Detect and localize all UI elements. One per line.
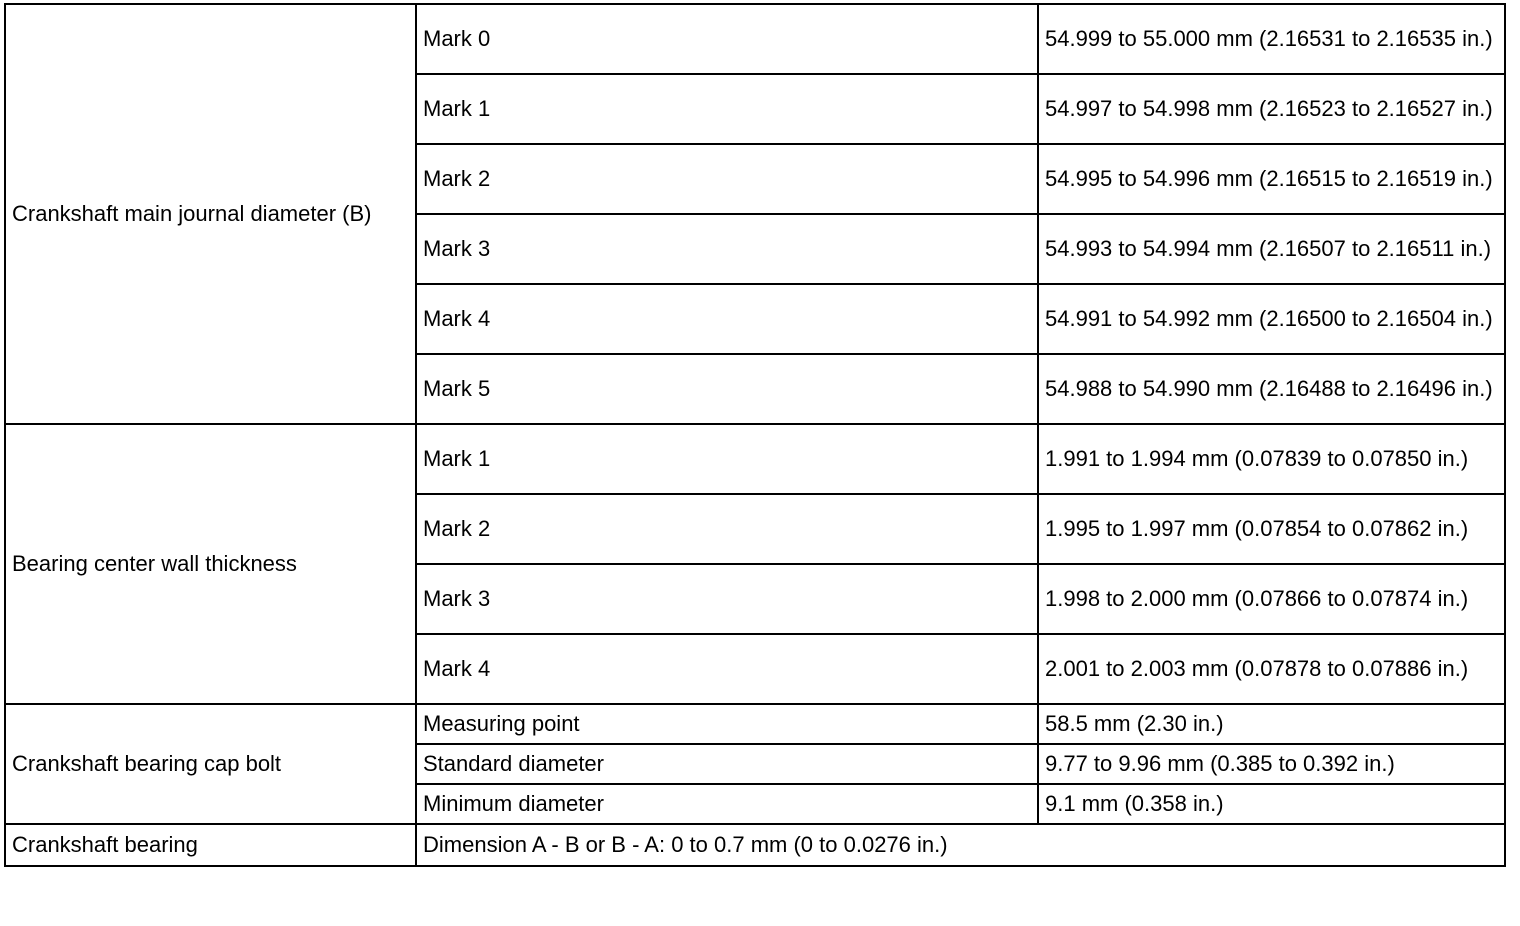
value-cell: 9.1 mm (0.358 in.): [1038, 784, 1505, 824]
value-cell: 54.991 to 54.992 mm (2.16500 to 2.16504 in.): [1038, 284, 1505, 354]
group-label-bearing-wall: Bearing center wall thickness: [5, 424, 416, 704]
value-cell: 9.77 to 9.96 mm (0.385 to 0.392 in.): [1038, 744, 1505, 784]
mark-cell: Mark 1: [416, 424, 1038, 494]
group-label-crankshaft-bearing: Crankshaft bearing: [5, 824, 416, 866]
mark-cell: Mark 5: [416, 354, 1038, 424]
value-cell: 54.999 to 55.000 mm (2.16531 to 2.16535 in.): [1038, 4, 1505, 74]
group-label-cap-bolt: Crankshaft bearing cap bolt: [5, 704, 416, 824]
spec-table: [4, 3, 1506, 867]
mark-cell: Mark 2: [416, 494, 1038, 564]
value-cell: 1.995 to 1.997 mm (0.07854 to 0.07862 in.): [1038, 494, 1505, 564]
mark-cell: Mark 1: [416, 74, 1038, 144]
value-cell: 2.001 to 2.003 mm (0.07878 to 0.07886 in.): [1038, 634, 1505, 704]
mark-cell: Mark 4: [416, 634, 1038, 704]
table-row: [5, 704, 1505, 744]
group-label-journal-diameter: Crankshaft main journal diameter (B): [5, 4, 416, 424]
table-row: [5, 424, 1505, 494]
mark-cell: Mark 0: [416, 4, 1038, 74]
table-row: [5, 4, 1505, 74]
value-cell: Dimension A - B or B - A: 0 to 0.7 mm (0 to 0.0276 in.): [416, 824, 1505, 866]
mark-cell: Standard diameter: [416, 744, 1038, 784]
mark-cell: Mark 3: [416, 564, 1038, 634]
mark-cell: Mark 3: [416, 214, 1038, 284]
mark-cell: Mark 2: [416, 144, 1038, 214]
mark-cell: Minimum diameter: [416, 784, 1038, 824]
value-cell: 54.997 to 54.998 mm (2.16523 to 2.16527 in.): [1038, 74, 1505, 144]
value-cell: 1.991 to 1.994 mm (0.07839 to 0.07850 in.): [1038, 424, 1505, 494]
value-cell: 58.5 mm (2.30 in.): [1038, 704, 1505, 744]
mark-cell: Measuring point: [416, 704, 1038, 744]
value-cell: 54.995 to 54.996 mm (2.16515 to 2.16519 in.): [1038, 144, 1505, 214]
table-row: [5, 824, 1505, 866]
mark-cell: Mark 4: [416, 284, 1038, 354]
value-cell: 1.998 to 2.000 mm (0.07866 to 0.07874 in.): [1038, 564, 1505, 634]
value-cell: 54.988 to 54.990 mm (2.16488 to 2.16496 in.): [1038, 354, 1505, 424]
value-cell: 54.993 to 54.994 mm (2.16507 to 2.16511 in.): [1038, 214, 1505, 284]
